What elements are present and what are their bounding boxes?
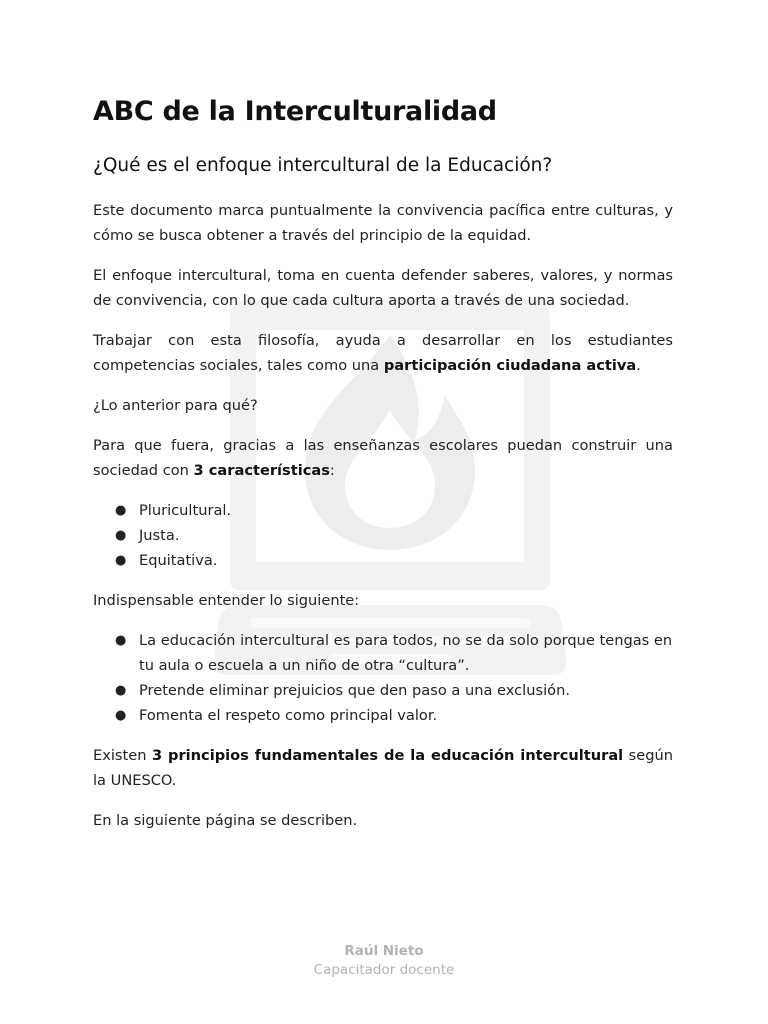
paragraph-3: Trabajar con esta filosofía, ayuda a desarrollar en los estudiantes competencias sociales, tales como una participación ciudadana activa. bbox=[93, 332, 673, 375]
paragraph-1: Este documento marca puntualmente la convivencia pacífica entre culturas, y cómo se busca obtener a través del principio de la equidad. bbox=[93, 202, 673, 245]
list-item: ● Pluricultural. bbox=[93, 498, 673, 523]
bold-phrase: participación ciudadana activa bbox=[383, 357, 637, 375]
bullet-icon: ● bbox=[115, 708, 127, 724]
characteristics-list bbox=[93, 498, 673, 573]
bullet-icon: ● bbox=[115, 633, 127, 649]
author-role: Capacitador docente bbox=[313, 962, 455, 978]
list-item: ● Equitativa. bbox=[93, 548, 673, 573]
paragraph-4: ¿Lo anterior para qué? bbox=[93, 397, 258, 415]
list-item: ● Pretende eliminar prejuicios que den paso a una exclusión. bbox=[93, 678, 673, 703]
bold-phrase: 3 características bbox=[193, 462, 330, 480]
list-item: ● Justa. bbox=[93, 523, 673, 548]
bullet-icon: ● bbox=[115, 503, 127, 519]
paragraph-2: El enfoque intercultural, toma en cuenta defender saberes, valores, y normas de convivencia, con lo que cada cultura aporta a través de una sociedad. bbox=[93, 267, 673, 310]
document-title: ABC de la Interculturalidad bbox=[93, 96, 497, 127]
paragraph-5: Para que fuera, gracias a las enseñanzas escolares puedan construir una sociedad con 3 características: bbox=[93, 437, 673, 480]
author-name: Raúl Nieto bbox=[344, 943, 424, 959]
bullet-icon: ● bbox=[115, 553, 127, 569]
paragraph-8: En la siguiente página se describen. bbox=[93, 812, 358, 830]
paragraph-7: Existen 3 principios fundamentales de la educación intercultural según la UNESCO. bbox=[93, 747, 674, 790]
key-points-list bbox=[93, 628, 673, 728]
list-item: ● Fomenta el respeto como principal valor. bbox=[93, 703, 673, 728]
paragraph-6: Indispensable entender lo siguiente: bbox=[93, 592, 360, 610]
document-page bbox=[93, 96, 673, 848]
list-item: ● La educación intercultural es para todos, no se da solo porque tengas en tu aula o escuela a un niño de otra “cultura”. bbox=[93, 628, 673, 678]
section-heading: ¿Qué es el enfoque intercultural de la Educación? bbox=[93, 155, 553, 177]
bullet-icon: ● bbox=[115, 683, 127, 699]
page-footer bbox=[0, 942, 768, 980]
bold-phrase: 3 principios fundamentales de la educación intercultural bbox=[151, 747, 624, 765]
bullet-icon: ● bbox=[115, 528, 127, 544]
